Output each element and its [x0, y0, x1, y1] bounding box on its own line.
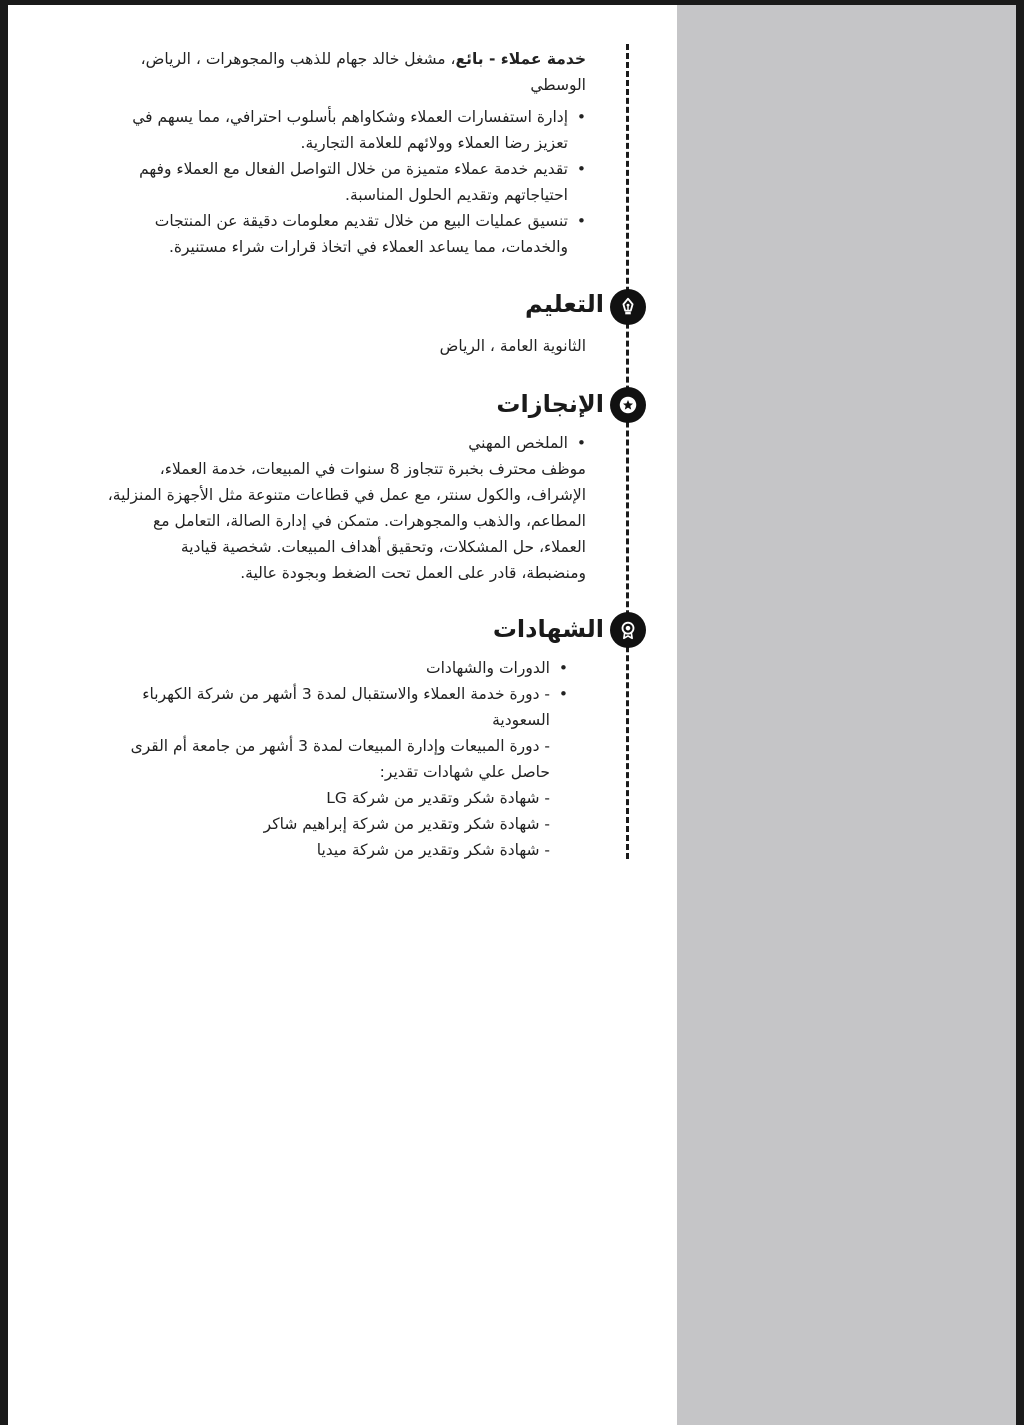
education-line: الثانوية العامة ، الرياض [439, 337, 586, 355]
education-section [440, 333, 586, 359]
certificate-line: - شهادة شكر وتقدير من شركة LG [326, 789, 550, 807]
education-heading: التعليم [525, 290, 604, 318]
experience-section [132, 46, 586, 260]
certificate-line: - شهادة شكر وتقدير من شركة ميديا [316, 841, 550, 859]
experience-title-line2: الوسطي [530, 76, 586, 94]
timeline-line [626, 44, 629, 859]
summary-line: العملاء، حل المشكلات، وتحقيق أهداف المبيعات. شخصية قيادية [180, 538, 586, 556]
experience-title: خدمة عملاء - بائع، مشغل خالد جهام للذهب والمجوهرات ، الرياض، [140, 50, 586, 68]
certificates-section [131, 655, 568, 863]
summary-line: ومنضبطة، قادر على العمل تحت الضغط وبجودة عالية. [240, 564, 586, 582]
achievements-bullets [108, 430, 586, 456]
achievements-section [108, 430, 586, 586]
list-item: • تقديم خدمة عملاء متميزة من خلال التواصل الفعال مع العملاء وفهم احتياجاتهم وتقديم الحلول المناسبة. [132, 156, 586, 208]
list-item: • الدورات والشهادات [131, 655, 568, 681]
experience-bullets [132, 104, 586, 260]
summary-line: الإشراف، والكول سنتر، مع عمل في قطاعات متنوعة مثل الأجهزة المنزلية، [107, 486, 586, 504]
certificates-bullets [131, 655, 568, 733]
list-item: • إدارة استفسارات العملاء وشكاواهم بأسلوب احترافي، مما يسهم في تعزيز رضا العملاء وولائهم للعلامة التجارية. [132, 104, 586, 156]
sidebar-panel [677, 5, 1016, 1425]
window-frame-right [1016, 0, 1024, 1425]
certificate-line: - دورة المبيعات وإدارة المبيعات لمدة 3 أشهر من جامعة أم القرى [130, 737, 550, 755]
list-item: • - دورة خدمة العملاء والاستقبال لمدة 3 أشهر من شركة الكهرباء السعودية [131, 681, 568, 733]
achievements-heading: الإنجازات [496, 390, 604, 418]
star-icon [610, 387, 646, 423]
window-frame-left [0, 0, 8, 1425]
list-item: • الملخص المهني [108, 430, 586, 456]
list-item: • تنسيق عمليات البيع من خلال تقديم معلومات دقيقة عن المنتجات والخدمات، مما يساعد العملاء في اتخاذ قرارات شراء مستنيرة. [132, 208, 586, 260]
certificates-heading: الشهادات [492, 615, 604, 643]
certificate-line: حاصل علي شهادات تقدير: [379, 763, 550, 781]
award-icon [610, 612, 646, 648]
pen-nib-icon [610, 289, 646, 325]
summary-line: موظف محترف بخبرة تتجاوز 8 سنوات في المبيعات، خدمة العملاء، [159, 460, 586, 478]
certificate-line: - شهادة شكر وتقدير من شركة إبراهيم شاكر [263, 815, 550, 833]
summary-line: المطاعم، والذهب والمجوهرات. متمكن في إدارة الصالة، التعامل مع [153, 512, 586, 530]
